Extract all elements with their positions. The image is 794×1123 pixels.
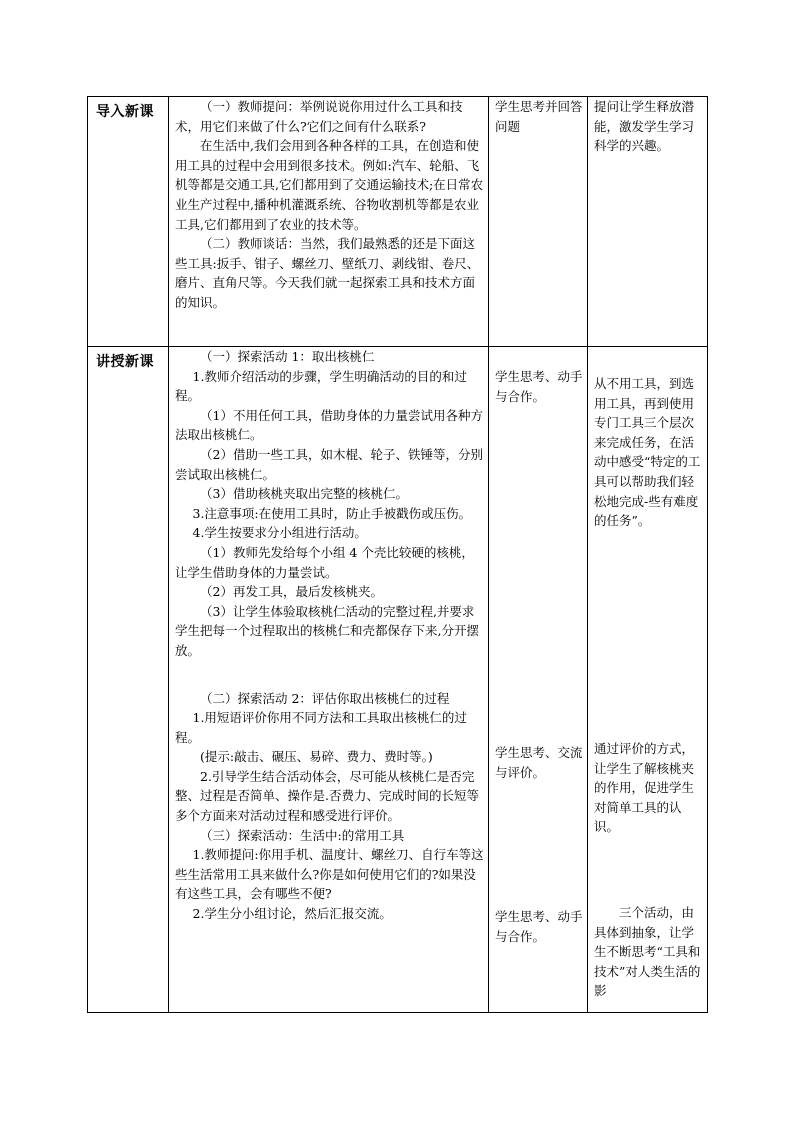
design-intent-text: 提问让学生释放潜能，激发学生学习科学的兴趣。 xyxy=(594,99,695,154)
content-paragraph: 1.教师提问:你用手机、温度计、螺丝刀、自行车等这些生活常用工具来做什么?你是如何使用它们的?如果没有这些工具，会有哪些不便? xyxy=(175,847,484,902)
student-activity-text: 学生思考并回答问题 xyxy=(495,99,583,134)
content-paragraph: （1）不用任何工具，借助身体的力量尝试用各种方法取出核桃仁。 xyxy=(175,407,483,443)
content-paragraph: （二）教师谈话：当然，我们最熟悉的还是下面这些工具:扳手、钳子、螺丝刀、壁纸刀、剥线钳、卷尺、磨片、直角尺等。今天我们就一起探索工具和技术方面的知识。 xyxy=(175,236,480,310)
content-cell-teaching xyxy=(169,347,489,1013)
intent-cell-teaching xyxy=(588,347,708,1013)
content-paragraph: （一）教师提问：举例说说你用过什么工具和技术，用它们来做了什么?它们之间有什么联系? xyxy=(175,99,463,134)
table-row-intro xyxy=(88,97,708,347)
student-activity-text: 学生思考、动手与合作。 xyxy=(495,909,583,944)
spacer xyxy=(175,661,484,689)
design-intent-text: 通过评价的方式，让学生了解核桃夹的作用，促进学生对简单工具的认识。 xyxy=(594,741,695,835)
content-paragraph: （2）再发工具，最后发核桃夹。 xyxy=(200,584,383,600)
design-intent-text: 从不用工具，到选用工具，再到使用专门工具三个层次来完成任务，在活动中感受“特定的工具可以帮助我们轻松地完成-些有难度的任务”。 xyxy=(594,376,701,529)
content-paragraph: 1.用短语评价你用不同方法和工具取出核桃仁的过程。 xyxy=(175,710,467,745)
intent-cell-intro xyxy=(588,97,708,347)
content-paragraph: 4.学生按要求分小组进行活动。 xyxy=(192,525,367,541)
stage-cell-intro: 导入新课 xyxy=(88,97,169,347)
content-paragraph: 2.学生分小组讨论，然后汇报交流。 xyxy=(192,906,392,922)
content-paragraph: 1.教师介绍活动的步骤，学生明确活动的目的和过程。 xyxy=(175,368,467,404)
stage-cell-teaching: 讲授新课 xyxy=(88,347,169,1013)
content-paragraph: （1）教师先发给每个小组 4 个壳比较硬的核桃，让学生借助身体的力量尝试。 xyxy=(175,544,474,580)
student-activity-text: 学生思考、交流与评价。 xyxy=(495,745,583,780)
content-paragraph: （2）借助一些工具，如木棍、轮子、铁锤等，分别尝试取出核桃仁。 xyxy=(175,446,483,482)
student-cell-teaching xyxy=(489,347,588,1013)
content-paragraph: 在生活中,我们会用到各种各样的工具，在创造和使用工具的过程中会用到很多技术。例如:汽车、轮船、飞机等都是交通工具,它们都用到了交通运输技术;在日常农业生产过程中,播种机灌溉系统、谷物收割机等都是农业工具,它们都用到了农业的技术等。 xyxy=(175,138,484,232)
content-paragraph: （二）探索活动 2：评估你取出核桃仁的过程 xyxy=(200,690,450,706)
content-paragraph: 2.引导学生结合活动体会，尽可能从核桃仁是否完整、过程是否简单、操作是.否费力、完成时间的长短等多个方面来对活动过程和感受进行评价。 xyxy=(175,768,479,824)
design-intent-text: 三个活动，由具体到抽象，让学生不断思考“工具和技术”对人类生活的影 xyxy=(594,905,701,999)
content-paragraph: （3）借助核桃夹取出完整的核桃仁。 xyxy=(200,486,408,502)
content-paragraph: （一）探索活动 1：取出核桃仁 xyxy=(200,349,375,364)
student-activity-text: 学生思考、动手与合作。 xyxy=(495,369,583,404)
lesson-plan-table xyxy=(87,96,708,1013)
table-row-teaching xyxy=(88,347,708,1013)
content-paragraph: 3.注意事项:在使用工具时，防止手被戳伤或压伤。 xyxy=(192,505,472,521)
content-paragraph: （三）探索活动：生活中:的常用工具 xyxy=(200,827,405,843)
content-paragraph: （3）让学生体验取核桃仁活动的完整过程,并要求学生把每一个过程取出的核桃仁和壳都保存下来,分开摆放。 xyxy=(175,603,479,658)
content-cell-intro xyxy=(169,97,489,347)
student-cell-intro xyxy=(489,97,588,347)
content-paragraph: (提示:敲击、碾压、易碎、费力、费时等。) xyxy=(200,749,433,765)
